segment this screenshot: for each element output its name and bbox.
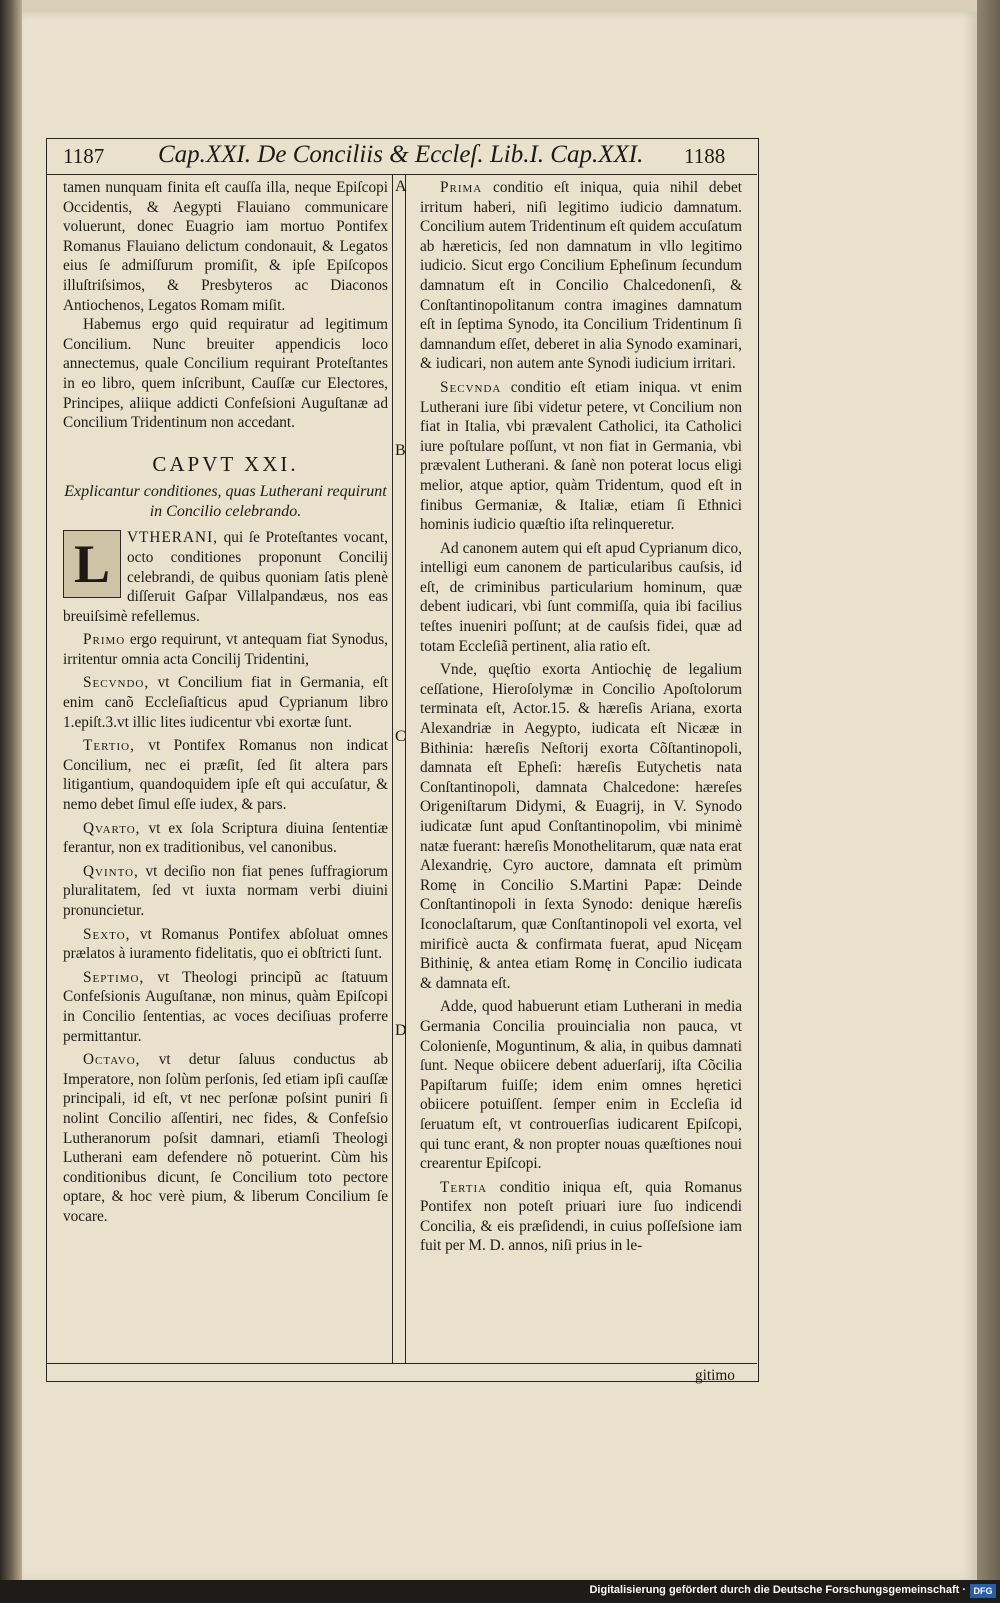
paragraph: Adde, quod habuerunt etiam Lutherani in media Germania Concilia prouincialia non pauca, vt Colonienſe, Moguntinum, & alia, in quibus damnati ſunt. Neque obiicere debent aduerſarij, iſta Cõcilia Papiſtarum fuiſſe; idem enim omnes hęretici obiicere potuiſſent. ſemper enim in Eccleſia id ſeruatum eſt, vt controuerſias iudicarent Epiſcopi, qui tunc erant, & non propter nouas quæſtiones noui crearentur Epiſcopi. <box>420 998 742 1173</box>
paragraph-text: vt Pontifex Romanus non indicat Concilium, nec ei præſit, ſed ſit altera pars litigantium, quandoquidem ipſe eſt qui accuſatur, & nemo debet ſimul eſſe iudex, & pars. <box>63 737 388 814</box>
column-divider <box>405 175 406 1363</box>
paragraph: Habemus ergo quid requiratur ad legitimum Concilium. Nunc breuiter appendicis loco annectemus, quale Concilium requirant Proteſtantes in eo libro, quem inſcribunt, Cauſſæ cur Electores, Principes, aliique addicti Confeſsioni Auguſtanæ ad Concilium Tridentinum non accedant. <box>63 316 388 432</box>
chapter-subtitle: Explicantur conditiones, quas Lutherani requirunt in Concilio celebrando. <box>64 483 387 521</box>
paragraph-text: vt deciſio non fiat penes ſuffragiorum pluralitatem, ſed vt iuxta normam verbi diuini pronuncietur. <box>63 862 388 919</box>
margin-rule <box>392 175 393 1363</box>
paragraph-text: conditio eſt iniqua, quia nihil debet irritum haberi, niſi legitimo iudicio damnatum. Concilium autem Tridentinum eſt quidem accuſatum ab hæreticis, ſed non damnatum in vllo legitimo iudicio. Sicut ergo Concilium Epheſinum ſecundum damnatum eſt in Concilio Chalcedonenſi, & Conſtantinopolitanum contra imagines damnatum eſt in ſeptima Synodo, ita Concilium Tridentinum ſi damnandum eſſet, deberet in alia Synodo examinari, & iudicari, non autem ante Synodi iudicium irritari. <box>420 179 742 373</box>
margin-letter-a: A <box>395 178 407 195</box>
paragraph-text: vt ex ſola Scriptura diuina ſententiæ ferantur, non ex traditionibus, vel canonibus. <box>63 819 388 857</box>
margin-letter-b: B <box>395 442 406 459</box>
paragraph-lead: Qvinto, <box>83 862 139 880</box>
bottom-rule <box>46 1363 757 1364</box>
book-binding <box>0 0 22 1580</box>
paragraph <box>63 736 388 814</box>
paragraph <box>63 925 388 964</box>
paragraph-lead: Tertio, <box>83 737 135 755</box>
paragraph-text: vt Theologi principũ ac ſtatuum Confeſsionis Auguſtanæ, non minus, quàm Epiſcopi in Concilio ſententias, ac voces deciſiuas proferre permittantur. <box>63 968 388 1045</box>
paragraph: Ad canonem autem qui eſt apud Cyprianum dico, intelligi eum canonem de particularibus cauſsis, id eſt, de criminibus particularium hominum, quæ debent iudicari, vbi ſunt commiſſa, quia ibi facilius teſtes inueniri poſſunt; at de cauſsis fidei, quæ ad totam Eccleſiã pertinent, alia ratio eſt. <box>420 539 742 655</box>
page-edge <box>977 0 1000 1603</box>
catchword: gitimo <box>695 1367 735 1384</box>
header-rule <box>46 174 757 175</box>
left-column <box>63 178 388 1227</box>
right-column <box>420 178 742 1256</box>
running-head: Cap.XXI. De Conciliis & Eccleſ. Lib.I. Cap.XXI. <box>158 141 644 168</box>
decorated-initial: L <box>63 530 121 598</box>
paragraph: Vnde, quęſtio exorta Antiochię de legalium ceſſatione, Hieroſolymæ in Concilio Apoſtolorum terminata eſt, Actor.15. & hæreſis Ariana, exorta Alexandriæ in Aegypto, iudicata eſt Nicææ in Bithinia: hæreſis Neſtorij exorta Cõſtantinopoli, damnata eſt Epheſi: hæreſis Eutychetis nata Conſtantinopoli, damnata Chalcedone: hæreſes Origeniſtarum Didymi, & Euagrij, in V. Synodo iudicatæ ſunt apud Conſtantinopolim, vbi minimè natæ fuerant: hæreſis Monothelitarum, quæ nata erat Alexandrię, Cyro auctore, damnata eſt primùm Romę in Concilio S.Martini Papæ: Deinde Conſtantinopoli in ſexta Synodo: denique hæreſis Iconoclaſtarum, quæ Conſtantinopoli vel exorta, vel mirificè aucta & confirmata fuerat, apud Nicęam Bithinię, & antea etiam Romę in Concilio iudicata & damnata eſt. <box>420 661 742 992</box>
margin-letter-d: D <box>395 1022 407 1039</box>
paragraph <box>63 819 388 858</box>
footer-bar <box>0 1580 1000 1603</box>
dfg-logo-icon: DFG <box>970 1584 996 1598</box>
paragraph-lead: VTHERANI, <box>127 529 218 547</box>
paragraph-text: conditio iniqua eſt, quia Romanus Pontifex non poteſt priuari iure ſuo indicendi Concilia, & eis præſidendi, in cuius poſſeſsione iam fuit per M. D. annos, niſi prius in le- <box>420 1178 742 1255</box>
paragraph-lead: Qvarto, <box>83 819 141 837</box>
paragraph-text: conditio eſt etiam iniqua. vt enim Lutherani iure ſibi videtur petere, vt Concilium non fiat in Italia, vbi prævalent Catholici, ita Catholici iure poſtulare poſſunt, vt non fiat in Germania, vbi prævalent Lutherani. & ſanè non poterat locus eligi melior, atque aptior, quàm Tridentum, quod eſt in finibus Germaniæ, & Italiæ, etiam ſi Ethnici hominis iudicio quæſtio iſta relinqueretur. <box>420 378 742 534</box>
paragraph <box>63 673 388 732</box>
paragraph-text: qui ſe Proteſtantes vocant, octo conditiones proponunt Concilij celebrandi, de quibus quoniam ſatis plenè diſſeruit Gaſpar Villalpandæus, nos eas breuiſsimè refellemus. <box>63 529 388 625</box>
paragraph-lead: Secvnda <box>440 378 502 396</box>
paragraph-text: vt Concilium fiat in Germania, eſt enim canõ Eccleſiaſticus apud Cyprianum libro 1.epiſt.3.vt illic lites iudicentur vbi exortæ ſunt. <box>63 674 388 731</box>
paragraph-text: ergo requirunt, vt antequam fiat Synodus, irritentur omnia acta Concilij Tridentini, <box>63 631 388 668</box>
paragraph <box>420 178 742 374</box>
paragraph <box>420 378 742 535</box>
paragraph <box>63 528 388 626</box>
chapter-title: CAPVT XXI. <box>152 451 299 476</box>
paragraph <box>420 1178 742 1256</box>
paragraph <box>63 630 388 669</box>
paragraph <box>63 1050 388 1226</box>
paragraph-lead: Octavo, <box>83 1051 141 1069</box>
paragraph-lead: Prima <box>440 179 483 196</box>
paragraph-lead: Septimo, <box>83 968 145 986</box>
paragraph-lead: Sexto, <box>83 925 131 943</box>
paragraph-lead: Secvndo, <box>83 674 150 692</box>
paragraph-lead: Tertia <box>440 1178 488 1196</box>
paragraph-text: vt detur ſaluus conductus ab Imperatore, non ſolùm perſonis, ſed etiam ipſi cauſſæ principali, id eſt, vt nec perſonæ poſsint puniri ſi nolint Concilio aſſentiri, nec fides, & Confeſsio Lutheranorum poſsit damnari, etiamſi Theologi Lutherani eam defendere nõ potuerint. Cùm his conditionibus dicunt, ſe Concilium toto pectore optare, & hoc verè pium, & liberum Concilium ſe vocare. <box>63 1051 388 1225</box>
paragraph-lead: Primo <box>83 631 126 649</box>
digitization-credit: Digitalisierung gefördert durch die Deutsche Forschungsgemeinschaft · <box>589 1584 966 1596</box>
page-number-left: 1187 <box>63 144 105 168</box>
paragraph <box>63 862 388 921</box>
paragraph: tamen nunquam finita eſt cauſſa illa, neque Epiſcopi Occidentis, & Aegypti Flauiano communicare voluerunt, donec Euagrio iam mortuo Pontifex Romanus Flauiano delictum condonauit, & Legatos eius ſe admiſſurum promiſit, & ipſe Epiſcopos illuſtriſsimos, & Presbyteros ac Diaconos Antiochenos, Legatos Romam miſit. <box>63 179 388 314</box>
paragraph-text: vt Romanus Pontifex abſoluat omnes prælatos à iuramento fidelitatis, quo ei obſtricti ſunt. <box>63 925 388 963</box>
paragraph <box>63 968 388 1046</box>
page-number-right: 1188 <box>684 144 726 168</box>
margin-letter-c: C <box>395 728 406 745</box>
